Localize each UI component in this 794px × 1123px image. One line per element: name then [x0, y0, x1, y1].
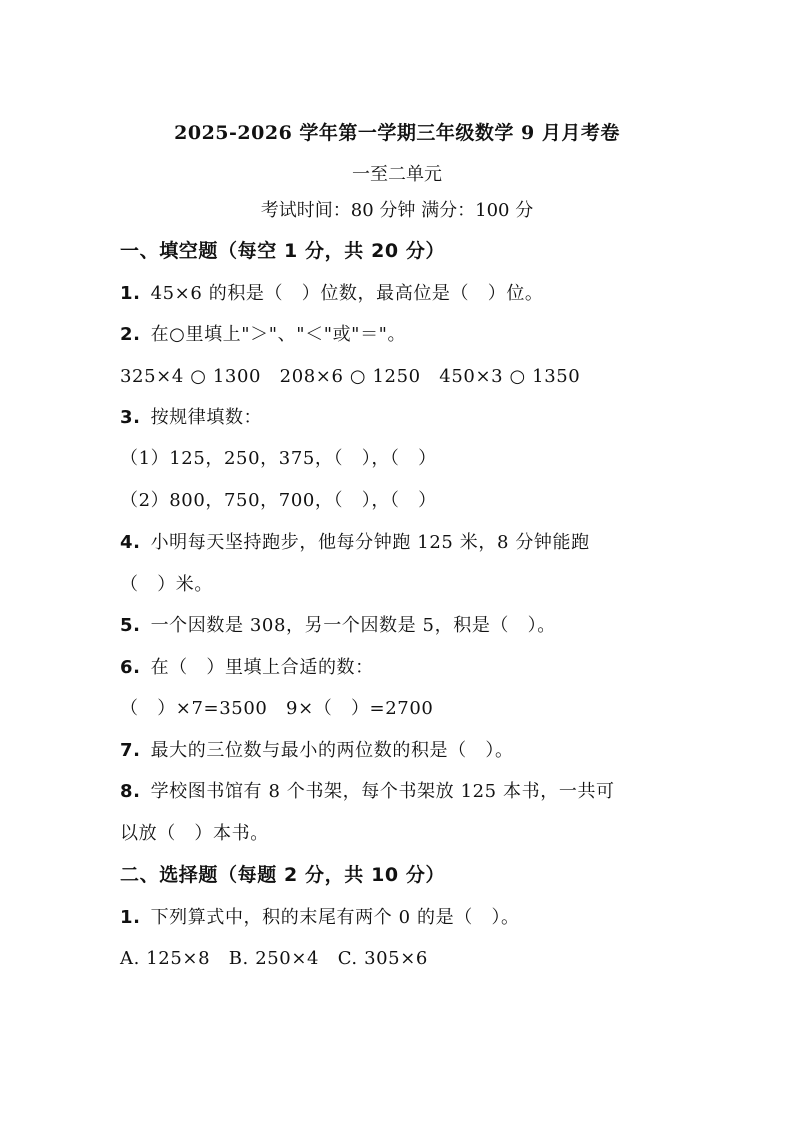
question-4-continuation: （ ）米。	[120, 574, 213, 595]
question-6-expressions: （ ）×7=3500 9×（ ）=2700	[120, 698, 434, 719]
question-3-part-2: （2）800，750，700，（ ），（ ）	[120, 490, 437, 511]
question-number: 1.	[120, 907, 141, 928]
unit-subtitle: 一至二单元	[352, 164, 442, 185]
question-text: 在○里填上"＞"、"＜"或"＝"。	[150, 324, 407, 345]
question-text: 下列算式中，积的末尾有两个 0 的是（ ）。	[150, 907, 520, 928]
question-number: 5.	[120, 615, 141, 636]
exam-title: 2025-2026 学年第一学期三年级数学 9 月月考卷	[174, 122, 620, 144]
question-text: 一个因数是 308，另一个因数是 5，积是（ ）。	[150, 615, 556, 636]
question-text: 最大的三位数与最小的两位数的积是（ ）。	[150, 740, 514, 761]
question-number: 6.	[120, 657, 141, 678]
question-1	[120, 279, 544, 305]
question-7	[120, 736, 514, 762]
section-heading-multiple-choice: 二、选择题（每题 2 分，共 10 分）	[120, 864, 446, 886]
question-3	[120, 403, 262, 429]
question-text: 学校图书馆有 8 个书架，每个书架放 125 本书，一共可	[150, 781, 615, 802]
question-8	[120, 777, 615, 803]
question-5	[120, 611, 556, 637]
choice-question-1	[120, 903, 520, 929]
question-text: 45×6 的积是（ ）位数，最高位是（ ）位。	[150, 283, 544, 304]
question-number: 7.	[120, 740, 141, 761]
question-4	[120, 528, 590, 554]
question-number: 8.	[120, 781, 141, 802]
section-heading-fill-blanks: 一、填空题（每空 1 分，共 20 分）	[120, 240, 446, 262]
question-number: 1.	[120, 283, 141, 304]
question-text: 小明每天坚持跑步，他每分钟跑 125 米，8 分钟能跑	[150, 532, 590, 553]
question-number: 3.	[120, 407, 141, 428]
choice-question-1-options: A. 125×8 B. 250×4 C. 305×6	[120, 948, 428, 969]
question-number: 4.	[120, 532, 141, 553]
question-number: 2.	[120, 324, 141, 345]
question-text: 按规律填数：	[150, 407, 263, 428]
question-2	[120, 320, 406, 346]
question-text: 在（ ）里填上合适的数：	[150, 657, 374, 678]
question-6	[120, 653, 374, 679]
question-2-expressions: 325×4 ○ 1300 208×6 ○ 1250 450×3 ○ 1350	[120, 366, 581, 387]
exam-info: 考试时间：80 分钟 满分：100 分	[260, 200, 534, 221]
question-3-part-1: （1）125，250，375，（ ），（ ）	[120, 448, 437, 469]
question-8-continuation: 以放（ ）本书。	[120, 823, 269, 844]
